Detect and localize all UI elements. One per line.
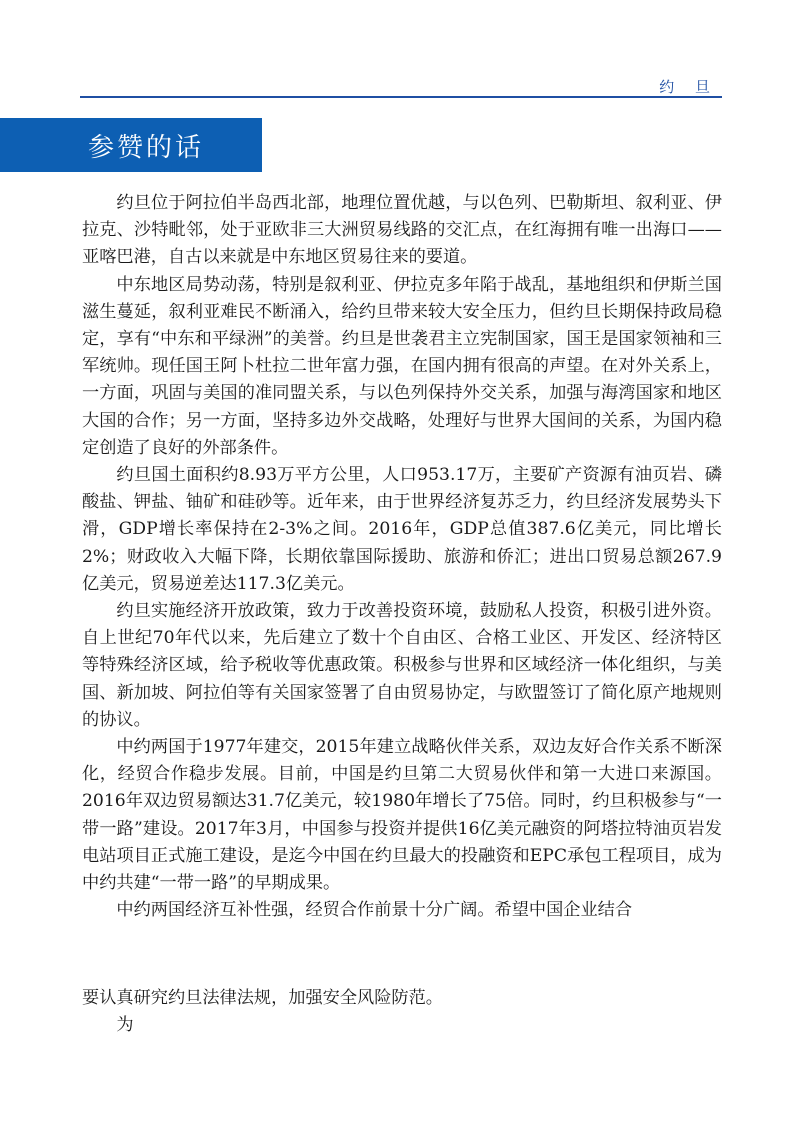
tail-line-fragment: 为 xyxy=(116,1015,134,1036)
paragraph-cooperation-outlook: 中约两国经济互补性强，经贸合作前景十分广阔。希望中国企业结合 xyxy=(116,900,633,921)
section-title: 参赞的话 xyxy=(88,132,205,163)
paragraph-bilateral-relations: 中约两国于1977年建交，2015年建立战略伙伴关系，双边友好合作关系不断深化，经贸合作稳步发展。目前，中国是约旦第二大贸易伙伴和第一大进口来源国。2016年双边贸易额达31.7亿美元，较1980年增长了75倍。同时，约旦积极参与“一带一路”建设。2017年3月，中国参与投资并提供16亿美元融资的阿塔拉特油页岩发电站项目正式施工建设，是迄今中国在约旦最大的投融资和EPC承包工程项目，成为中约共建“一带一路”的早期成果。 xyxy=(82,737,722,894)
paragraph-open-policy: 约旦实施经济开放政策，致力于改善投资环境，鼓励私人投资，积极引进外资。自上世纪70年代以来，先后建立了数十个自由区、合格工业区、开发区、经济特区等特殊经济区域，给予税收等优惠政策。积极参与世界和区域经济一体化组织，与美国、新加坡、阿拉伯等有关国家签署了自由贸易协定，与欧盟签订了简化原产地规则的协议。 xyxy=(82,601,722,730)
paragraph-geography: 约旦位于阿拉伯半岛西北部，地理位置优越，与以色列、巴勒斯坦、叙利亚、伊拉克、沙特毗邻，处于亚欧非三大洲贸易线路的交汇点，在红海拥有唯一出海口——亚喀巴港，自古以来就是中东地区贸易往来的要道。 xyxy=(82,193,722,268)
header-divider xyxy=(80,96,722,98)
body-text xyxy=(82,190,722,924)
tail-text xyxy=(82,985,722,1039)
tail-line-security: 要认真研究约旦法律法规，加强安全风险防范。 xyxy=(82,988,443,1008)
running-header-country: 约 旦 xyxy=(659,78,718,96)
section-banner xyxy=(0,118,262,172)
paragraph-economy: 约旦国土面积约8.93万平方公里，人口953.17万，主要矿产资源有油页岩、磷酸盐、钾盐、铀矿和硅砂等。近年来，由于世界经济复苏乏力，约旦经济发展势头下滑，GDP增长率保持在2-3%之间。2016年，GDP总值387.6亿美元，同比增长2%；财政收入大幅下降，长期依靠国际援助、旅游和侨汇；进出口贸易总额267.9亿美元，贸易逆差达117.3亿美元。 xyxy=(82,465,722,594)
paragraph-politics: 中东地区局势动荡，特别是叙利亚、伊拉克多年陷于战乱，基地组织和伊斯兰国滋生蔓延，叙利亚难民不断涌入，给约旦带来较大安全压力，但约旦长期保持政局稳定，享有“中东和平绿洲”的美誉。约旦是世袭君主立宪制国家，国王是国家领袖和三军统帅。现任国王阿卜杜拉二世年富力强，在国内拥有很高的声望。在对外关系上，一方面，巩固与美国的准同盟关系，与以色列保持外交关系，加强与海湾国家和地区大国的合作；另一方面，坚持多边外交战略，处理好与世界大国间的关系，为国内稳定创造了良好的外部条件。 xyxy=(82,274,722,458)
